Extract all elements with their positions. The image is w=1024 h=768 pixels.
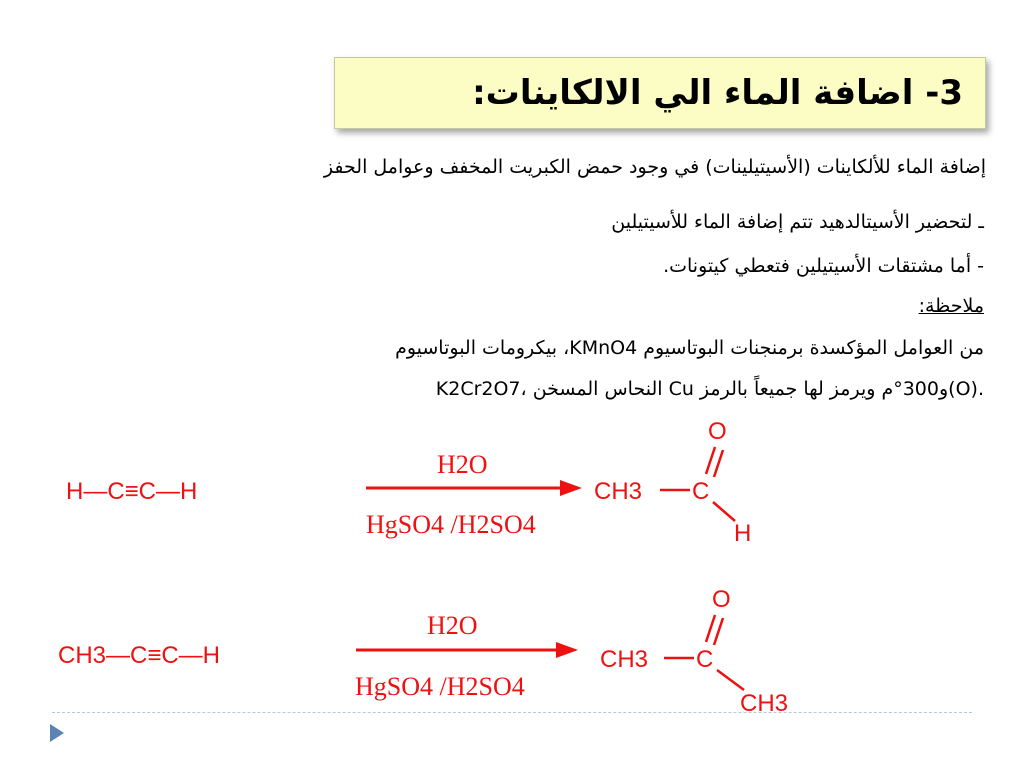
reaction2-product-ch3: CH3 — [600, 646, 649, 673]
reaction1-reagent-top: H2O — [437, 450, 488, 479]
reaction1-arrowhead — [560, 480, 582, 496]
reaction2-product-o: O — [712, 586, 731, 613]
reaction2-reagent-bottom: HgSO4 /H2SO4 — [355, 672, 525, 701]
reaction2-product-ch3-sub: CH3 — [740, 690, 789, 717]
slide-title: 3- اضافة الماء الي الالكاينات: — [472, 73, 963, 113]
reaction1-ch-bond — [713, 502, 735, 521]
reaction1-product-c: C — [692, 478, 710, 505]
body-line-4: من العوامل المؤكسدة برمنجنات البوتاسيوم KMnO4، بيكرومات البوتاسيوم — [395, 337, 984, 359]
reaction1-product-ch3: CH3 — [594, 478, 643, 505]
reaction2-co-double-bond-b — [714, 618, 723, 645]
body-line-3: - أما مشتقات الأسيتيلين فتعطي كيتونات. — [663, 255, 984, 277]
next-slide-icon[interactable] — [50, 724, 64, 742]
reaction1-co-double-bond-a — [706, 447, 715, 474]
reaction1-product-h: H — [734, 520, 752, 547]
reaction2-c-ch3-bond — [717, 670, 744, 690]
footer-divider — [52, 712, 972, 713]
body-line-5: K2Cr2O7، النحاس المسخن Cu و300°م ويرمز لها جميعاً بالرمز(O). — [435, 378, 984, 400]
note-label: ملاحظة: — [918, 295, 984, 317]
reaction2-co-double-bond-a — [706, 615, 715, 642]
reaction1-reagent-bottom: HgSO4 /H2SO4 — [366, 510, 536, 539]
reaction1-co-double-bond-b — [714, 450, 723, 477]
body-line-1: إضافة الماء للألكاينات (الأسيتيلينات) في وجود حمض الكبريت المخفف وعوامل الحفز — [323, 156, 986, 178]
reaction2-reactant: CH3—C≡C—H — [58, 642, 221, 669]
reaction2-arrowhead — [556, 642, 578, 658]
reaction1-product-o: O — [708, 418, 727, 445]
reaction2-reagent-top: H2O — [427, 611, 478, 640]
reaction2-product-c: C — [696, 646, 714, 673]
body-line-2: ـ لتحضير الأسيتالدهيد تتم إضافة الماء للأسيتيلين — [611, 211, 984, 233]
reaction1-reactant: H—C≡C—H — [66, 478, 198, 505]
